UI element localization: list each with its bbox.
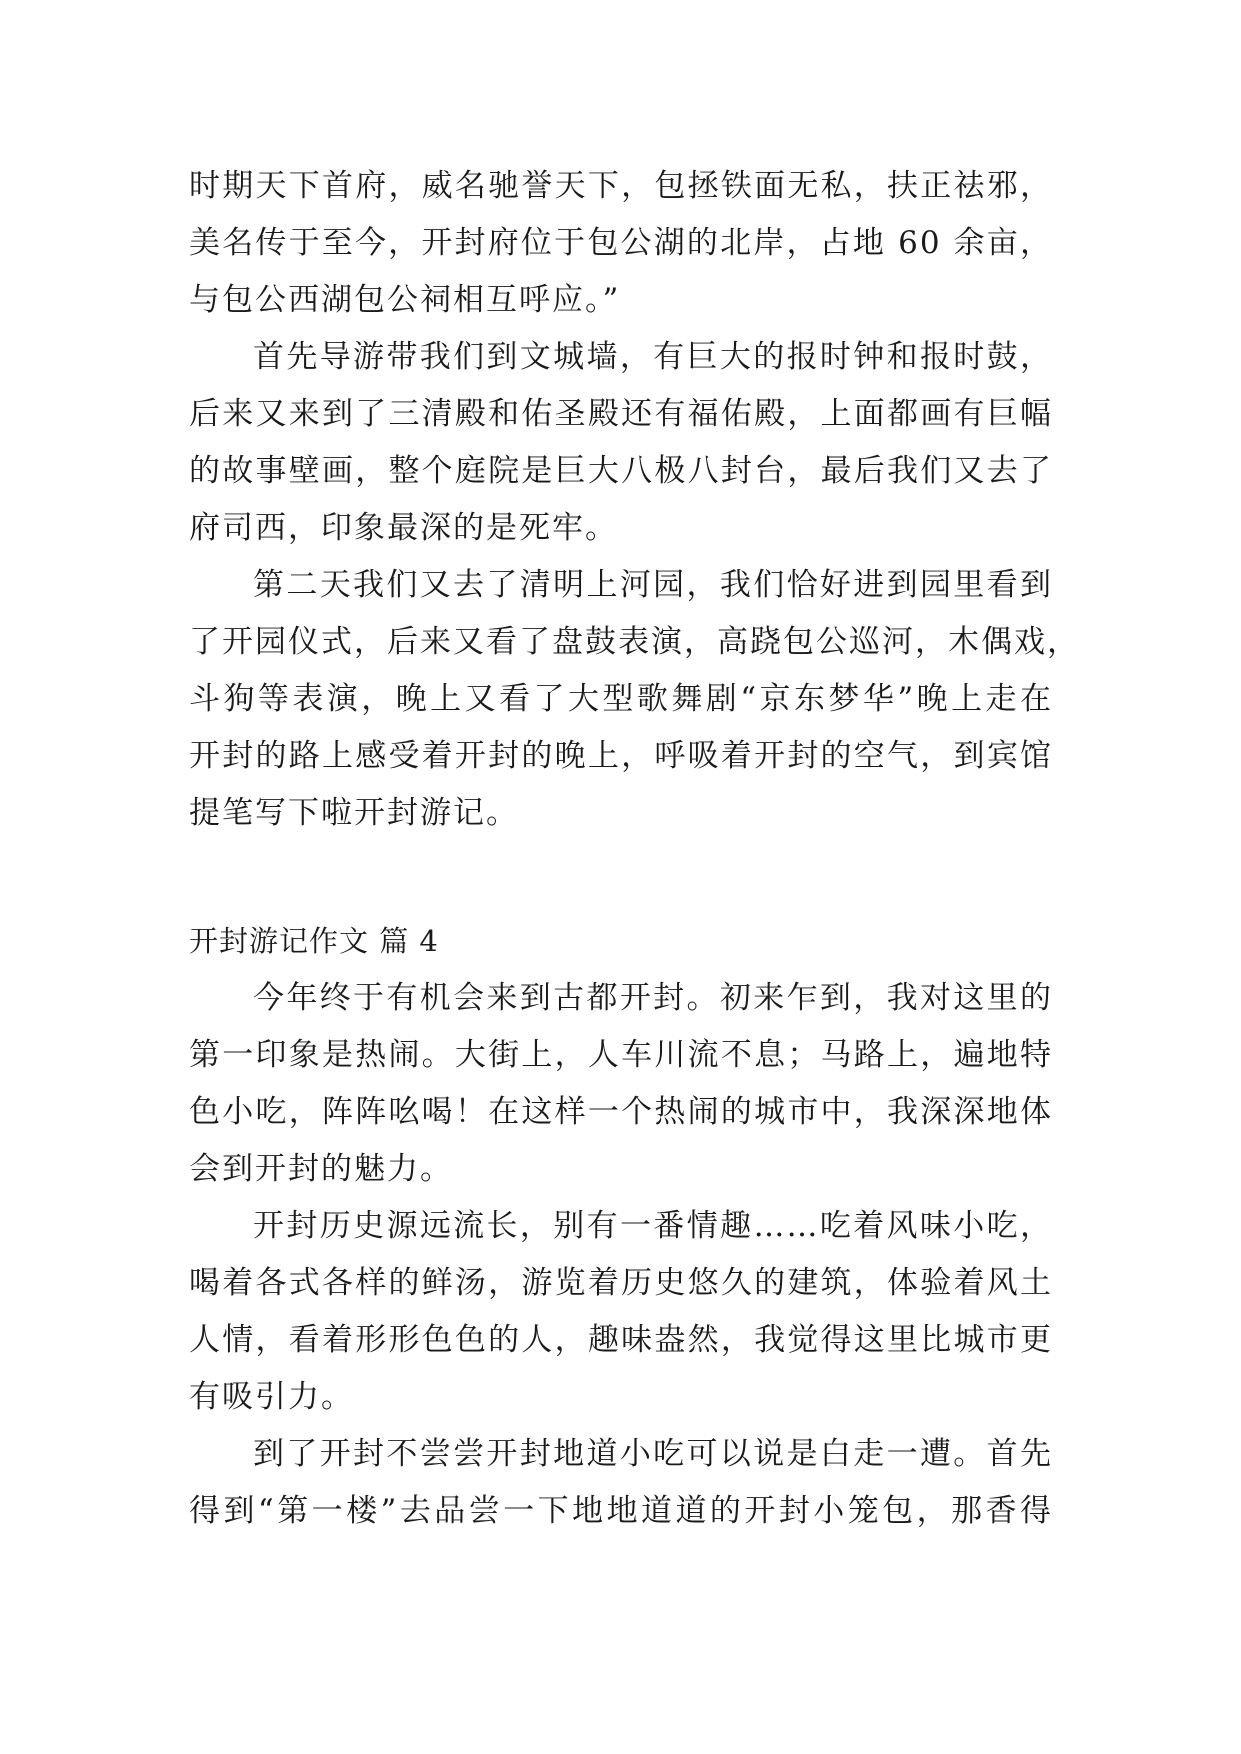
text-line: 会到开封的魅力。 — [189, 1151, 453, 1187]
body-text-block — [189, 158, 1080, 842]
text-line: 色小吃，阵阵吆喝！在这样一个热闹的城市中，我深深地体 — [189, 1094, 1053, 1130]
text-line: 有吸引力。 — [189, 1379, 354, 1415]
text-line: 时期天下首府，威名驰誉天下，包拯铁面无私，扶正祛邪， — [189, 168, 1053, 204]
text-line: 斗狗等表演，晚上又看了大型歌舞剧“京东梦华”晚上走在 — [189, 681, 1053, 717]
text-line: 提笔写下啦开封游记。 — [189, 795, 519, 831]
text-line: 了开园仪式，后来又看了盘鼓表演，高跷包公巡河，木偶戏， — [189, 624, 1080, 660]
text-line: 人情，看着形形色色的人，趣味盎然，我觉得这里比城市更 — [189, 1322, 1053, 1358]
body-text-block — [189, 970, 1053, 1540]
text-line: 的故事壁画，整个庭院是巨大八极八封台，最后我们又去了 — [189, 453, 1053, 489]
text-line: 与包公西湖包公祠相互呼应。” — [189, 282, 621, 318]
text-line: 得到“第一楼”去品尝一下地地道道的开封小笼包，那香得 — [189, 1493, 1053, 1529]
text-line: 第一印象是热闹。大街上，人车川流不息；马路上，遍地特 — [189, 1037, 1053, 1073]
text-line: 美名传于至今，开封府位于包公湖的北岸，占地 60 余亩， — [189, 225, 1053, 261]
text-line: 开封的路上感受着开封的晚上，呼吸着开封的空气，到宾馆 — [189, 738, 1053, 774]
text-line: 开封历史源远流长，别有一番情趣……吃着风味小吃， — [253, 1208, 1053, 1244]
text-line: 今年终于有机会来到古都开封。初来乍到，我对这里的 — [253, 980, 1053, 1016]
text-line: 府司西，印象最深的是死牢。 — [189, 510, 618, 546]
text-line: 喝着各式各样的鲜汤，游览着历史悠久的建筑，体验着风土 — [189, 1265, 1053, 1301]
text-line: 后来又来到了三清殿和佑圣殿还有福佑殿，上面都画有巨幅 — [189, 396, 1053, 432]
section-heading: 开封游记作文 篇 4 — [189, 924, 439, 958]
text-line: 第二天我们又去了清明上河园，我们恰好进到园里看到 — [253, 567, 1053, 603]
text-line: 到了开封不尝尝开封地道小吃可以说是白走一遭。首先 — [253, 1436, 1053, 1472]
text-line: 首先导游带我们到文城墙，有巨大的报时钟和报时鼓， — [253, 339, 1053, 375]
